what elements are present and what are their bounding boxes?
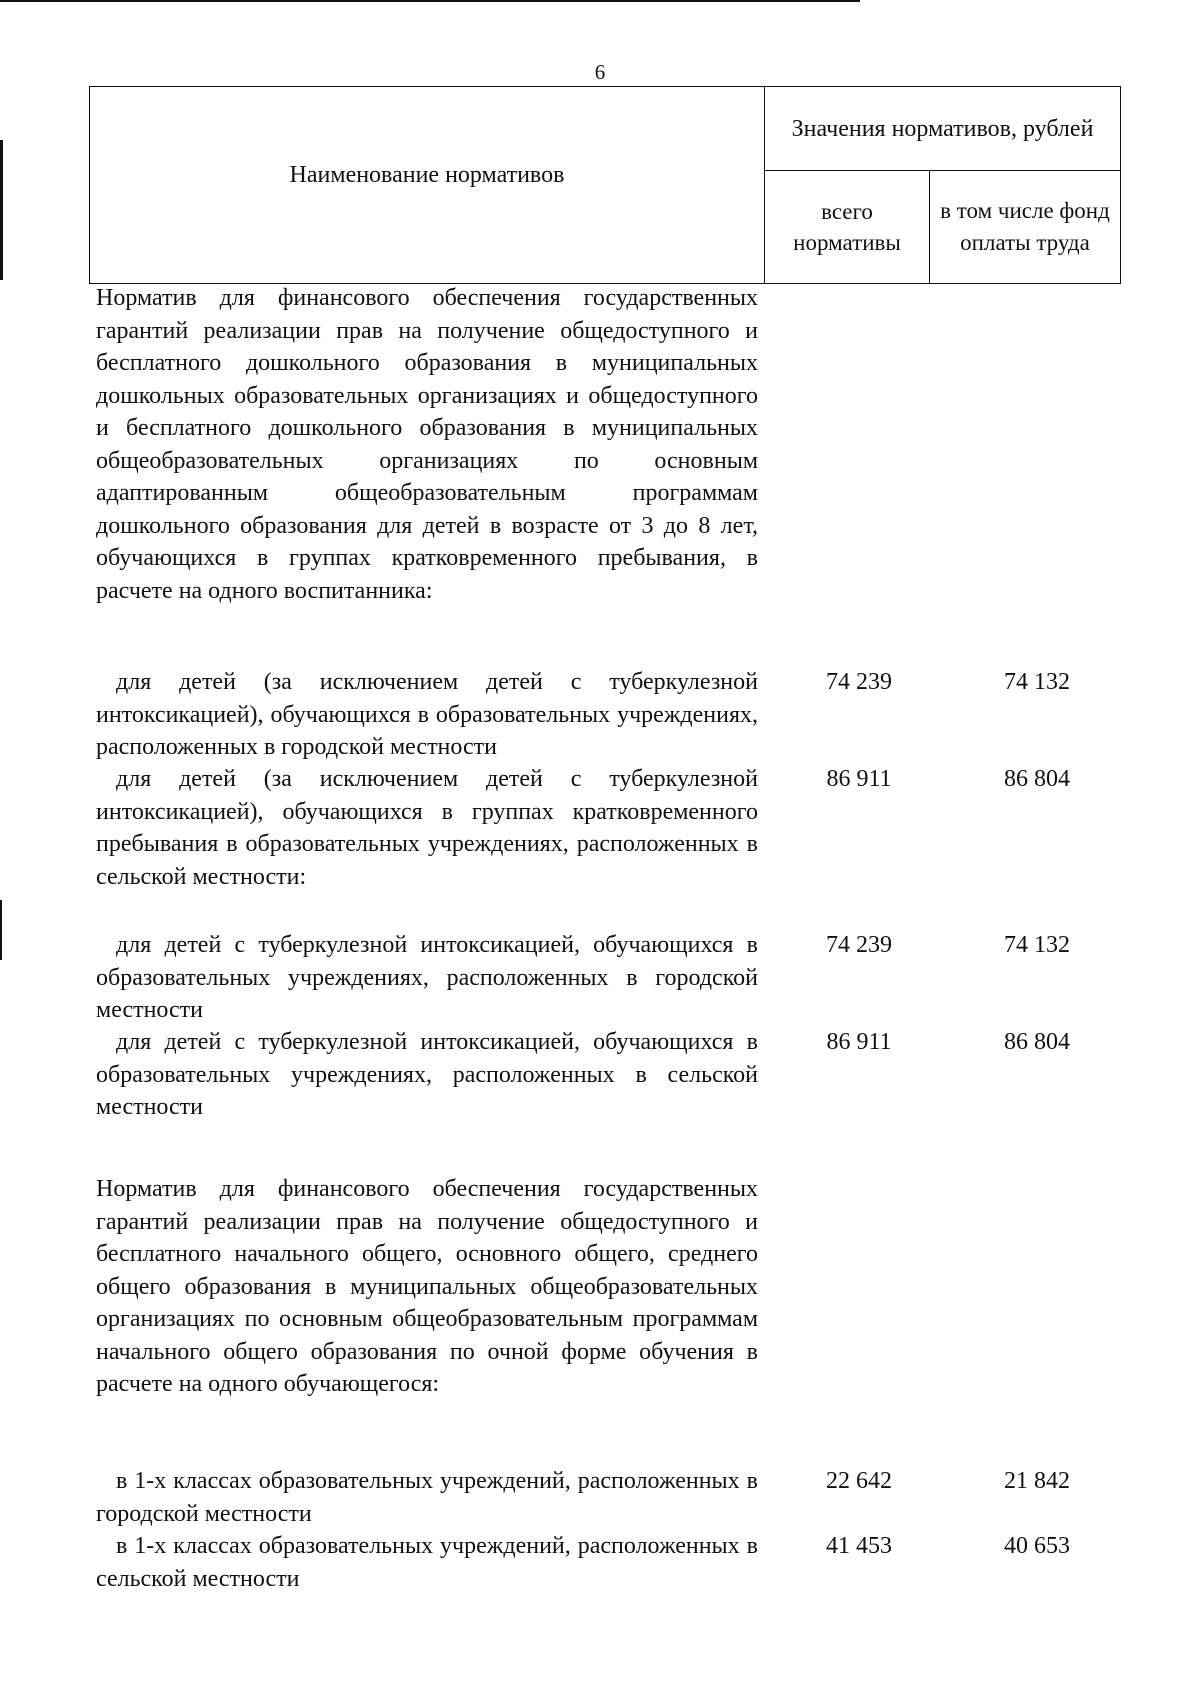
scan-edge-left xyxy=(0,140,3,280)
table-row-text: для детей с туберкулезной интоксикацией, обучающихся в образовательных учреждениях, расположенных в городской местности xyxy=(96,932,758,1023)
header-name-column: Наименование нормативов xyxy=(90,87,765,283)
value-total: 22 642 xyxy=(826,1468,892,1494)
scan-edge-top xyxy=(0,0,860,2)
table-row-text: для детей (за исключением детей с туберкулезной интоксикацией), обучающихся в группах кратковременного пребывания в образовательных учреждениях, расположенных в сельской местности: xyxy=(96,766,758,890)
value-total: 41 453 xyxy=(826,1533,892,1559)
value-total: 86 911 xyxy=(826,766,892,792)
header-values-group: Значения нормативов, рублей xyxy=(765,87,1120,171)
section-heading: Норматив для финансового обеспечения государственных гарантий реализации прав на получение общедоступного и бесплатного дошкольного образования в муниципальных дошкольных образовательных организациях и общедоступного и бесплатного дошкольного образования в муниципальных общеобразовательных организациях по основным адаптированным общеобразовательным программам дошкольного образования для детей в возрасте от 3 до 8 лет, обучающихся в группах кратковременного пребывания, в расчете на одного воспитанника: xyxy=(96,285,758,604)
value-payroll: 74 132 xyxy=(1004,669,1070,695)
value-payroll: 86 804 xyxy=(1004,1029,1070,1055)
table-row-text: для детей с туберкулезной интоксикацией, обучающихся в образовательных учреждениях, расположенных в сельской местности xyxy=(96,1029,758,1120)
header-total-column: всего нормативы xyxy=(765,171,930,283)
value-payroll: 40 653 xyxy=(1004,1533,1070,1559)
table-row-text: в 1-х классах образовательных учреждений, расположенных в сельской местности xyxy=(96,1533,758,1592)
value-payroll: 21 842 xyxy=(1004,1468,1070,1494)
scan-edge-left-lower xyxy=(0,900,2,960)
value-payroll: 86 804 xyxy=(1004,766,1070,792)
value-total: 86 911 xyxy=(826,1029,892,1055)
value-total: 74 239 xyxy=(826,932,892,958)
table-row-text: в 1-х классах образовательных учреждений, расположенных в городской местности xyxy=(96,1468,758,1527)
table-row-text: для детей (за исключением детей с туберкулезной интоксикацией), обучающихся в образовательных учреждениях, расположенных в городской местности xyxy=(96,669,758,760)
page-number: 6 xyxy=(594,60,606,84)
value-payroll: 74 132 xyxy=(1004,932,1070,958)
value-total: 74 239 xyxy=(826,669,892,695)
section-heading: Норматив для финансового обеспечения государственных гарантий реализации прав на получение общедоступного и бесплатного начального общего, основного общего, среднего общего образования в муниципальных общеобразовательных организациях по основным общеобразовательным программам начального общего образования по очной форме обучения в расчете на одного обучающегося: xyxy=(96,1176,758,1397)
table-header xyxy=(89,86,1121,284)
header-payroll-column: в том числе фонд оплаты труда xyxy=(940,198,1110,255)
